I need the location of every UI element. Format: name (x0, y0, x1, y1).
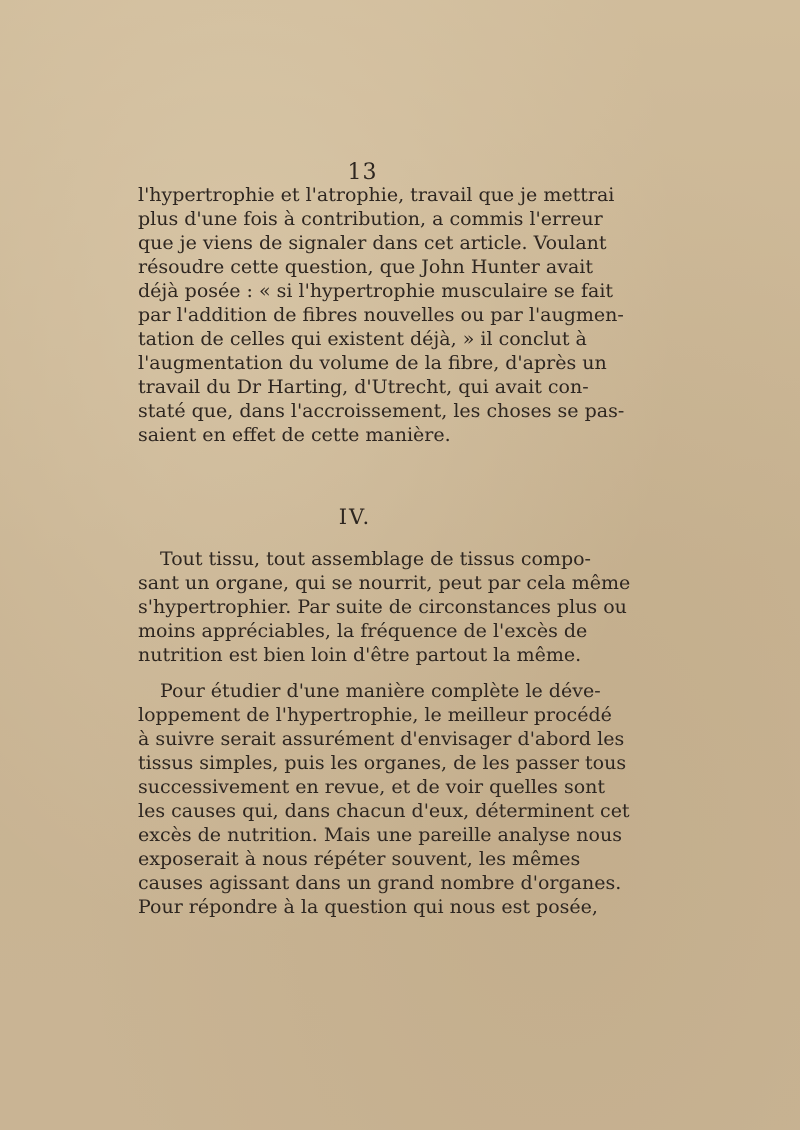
text-line: excès de nutrition. Mais une pareille analyse nous (138, 824, 622, 846)
text-line: staté que, dans l'accroissement, les choses se pas- (138, 400, 625, 422)
text-line: tation de celles qui existent déjà, » il conclut à (138, 328, 587, 350)
text-line: causes agissant dans un grand nombre d'organes. (138, 872, 622, 894)
section-heading: IV. (338, 505, 372, 529)
text-line: l'augmentation du volume de la fibre, d'après un (138, 352, 607, 374)
text-line: l'hypertrophie et l'atrophie, travail que je mettrai (138, 184, 615, 206)
text-line: travail du Dr Harting, d'Utrecht, qui avait con- (138, 376, 589, 398)
paragraph-2 (138, 547, 631, 667)
text-line: à suivre serait assurément d'envisager d'abord les (138, 728, 625, 750)
paragraph-1 (138, 183, 625, 447)
text-line: plus d'une fois à contribution, a commis l'erreur (138, 208, 603, 230)
text-line: sant un organe, qui se nourrit, peut par cela même (138, 572, 631, 594)
text-line: moins appréciables, la fréquence de l'excès de (138, 620, 588, 642)
text-line: s'hypertrophier. Par suite de circonstances plus ou (138, 596, 627, 618)
text-line: par l'addition de fibres nouvelles ou par l'augmen- (138, 304, 624, 326)
text-line: les causes qui, dans chacun d'eux, déterminent cet (138, 800, 630, 822)
text-line: déjà posée : « si l'hypertrophie musculaire se fait (138, 280, 614, 302)
page-number: 13 (347, 160, 378, 185)
paragraph-3 (138, 679, 630, 919)
text-line: loppement de l'hypertrophie, le meilleur procédé (138, 704, 612, 726)
text-line: que je viens de signaler dans cet article. Voulant (138, 232, 607, 254)
text-line: Tout tissu, tout assemblage de tissus compo- (160, 548, 591, 570)
text-line: Pour répondre à la question qui nous est posée, (138, 896, 598, 918)
text-line: Pour étudier d'une manière complète le déve- (160, 680, 601, 702)
text-line: saient en effet de cette manière. (138, 424, 451, 446)
text-line: successivement en revue, et de voir quelles sont (138, 776, 606, 798)
text-line: résoudre cette question, que John Hunter avait (138, 256, 593, 278)
text-line: nutrition est bien loin d'être partout la même. (138, 644, 582, 666)
text-line: tissus simples, puis les organes, de les passer tous (138, 752, 627, 774)
text-line: exposerait à nous répéter souvent, les mêmes (138, 848, 581, 870)
